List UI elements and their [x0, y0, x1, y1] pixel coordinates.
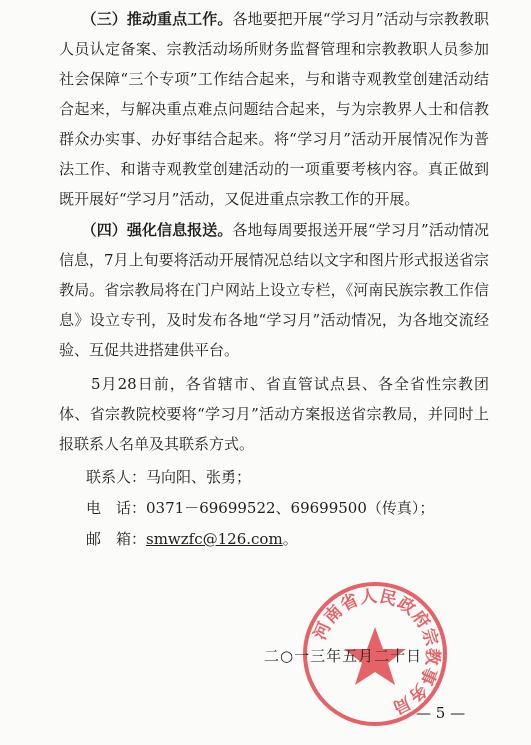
- paragraph-deadline: [59, 369, 489, 459]
- contact-email-link[interactable]: smwzfc@126.com: [146, 530, 283, 548]
- contact-person: [86, 462, 251, 492]
- contact-phone-label: 电 话：: [86, 499, 147, 517]
- page-number: — 5 —: [416, 704, 466, 722]
- contact-email-label: 邮 箱：: [86, 530, 147, 548]
- paragraph-key-work: [59, 4, 489, 214]
- paragraph-info-report: [59, 215, 489, 365]
- paragraph-body: 各地要把开展“学习月”活动与宗教教职人员认定备案、宗教活动场所财务监督管理和宗教教职人员参加社会保障“三个专项”工作结合起来，与和谐寺观教堂创建活动结合起来，与解决重点难点问题结合起来，与为宗教界人士和信教群众办实事、办好事结合起来。将“学习月”活动开展情况作为普法工作、和谐寺观教堂创建活动的一项重要考核内容。真正做到既开展好“学习月”活动，又促进重点宗教工作的开展。: [59, 10, 489, 208]
- contact-email: [86, 524, 298, 554]
- document-date: 二○一三年五月二十日: [264, 647, 423, 665]
- svg-text:河南省人民政府宗教事务局: 河南省人民政府宗教事务局: [310, 586, 443, 718]
- paragraph-body: 各地每周要报送开展“学习月”活动情况信息，7月上旬要将活动开展情况总结以文字和图片形式报送省宗教局。省宗教局将在门户网站上设立专栏，《河南民族宗教工作信息》设立专刊，及时发布各地“学习月”活动情况，为各地交流经验、互促共进搭建供平台。: [59, 221, 489, 359]
- paragraph-heading: （四）强化信息报送。: [89, 221, 233, 239]
- paragraph-body: 5月28日前，各省辖市、省直管试点县、各全省性宗教团体、省宗教院校要将“学习月”活动方案报送省宗教局，并同时上报联系人名单及其联系方式。: [59, 375, 489, 453]
- paragraph-heading: （三）推动重点工作。: [89, 10, 233, 28]
- contact-phone: [86, 493, 434, 523]
- contact-phone-value: 0371－69699522、69699500（传真）；: [146, 499, 435, 517]
- contact-person-value: 马向阳、张勇；: [146, 468, 252, 486]
- contact-email-suffix: 。: [282, 530, 298, 548]
- contact-person-label: 联系人：: [86, 468, 147, 486]
